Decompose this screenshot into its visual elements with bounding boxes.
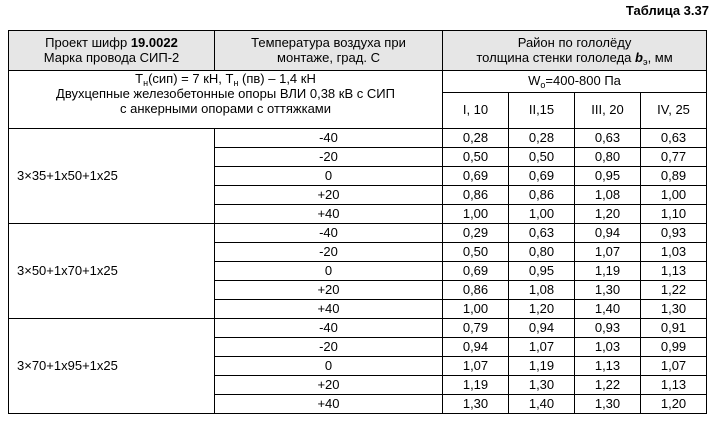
value-cell: 0,94 xyxy=(575,224,641,243)
project-label: Проект шифр xyxy=(45,34,131,50)
value-cell: 1,07 xyxy=(443,357,509,376)
region-column-header: IV, 25 xyxy=(641,93,707,129)
value-cell: 1,07 xyxy=(641,357,707,376)
value-cell: 1,30 xyxy=(641,300,707,319)
value-cell: 0,93 xyxy=(575,319,641,338)
value-cell: 1,08 xyxy=(509,281,575,300)
table-row xyxy=(9,319,707,338)
region-column-header: II,15 xyxy=(509,93,575,129)
value-cell: 1,19 xyxy=(443,376,509,395)
value-cell: 0,79 xyxy=(443,319,509,338)
temperature-cell: +40 xyxy=(215,300,443,319)
value-cell: 1,13 xyxy=(641,376,707,395)
value-cell: 0,94 xyxy=(443,338,509,357)
wire-brand-label: Марка провода СИП-2 xyxy=(43,49,180,65)
value-cell: 0,86 xyxy=(443,281,509,300)
value-cell: 1,00 xyxy=(641,186,707,205)
project-header-cell xyxy=(9,31,215,71)
ice-thickness-symbol: b xyxy=(635,49,643,65)
value-cell: 1,03 xyxy=(575,338,641,357)
temperature-cell: 0 xyxy=(215,167,443,186)
temperature-cell: 0 xyxy=(215,262,443,281)
wire-section-cell: 3×50+1х70+1х25 xyxy=(9,224,215,319)
temperature-cell: +40 xyxy=(215,205,443,224)
value-cell: 1,20 xyxy=(641,395,707,414)
value-cell: 0,69 xyxy=(509,167,575,186)
value-cell: 0,95 xyxy=(509,262,575,281)
value-cell: 1,10 xyxy=(641,205,707,224)
region-header-line2: толщина стенки гололеда xyxy=(476,49,636,65)
value-cell: 1,19 xyxy=(575,262,641,281)
sag-table xyxy=(8,30,707,414)
temperature-cell: -40 xyxy=(215,224,443,243)
value-cell: 0,80 xyxy=(575,148,641,167)
value-cell: 0,86 xyxy=(509,186,575,205)
support-type-line: Двухцепные железобетонные опоры ВЛИ 0,38 кВ с СИП xyxy=(56,85,395,101)
temperature-cell: +40 xyxy=(215,395,443,414)
value-cell: 1,30 xyxy=(509,376,575,395)
value-cell: 1,13 xyxy=(575,357,641,376)
value-cell: 0,94 xyxy=(509,319,575,338)
wire-section-cell: 3×70+1х95+1х25 xyxy=(9,319,215,414)
temperature-cell: +20 xyxy=(215,281,443,300)
value-cell: 1,40 xyxy=(575,300,641,319)
temperature-header-line2: монтаже, град. С xyxy=(277,49,380,65)
value-cell: 1,19 xyxy=(509,357,575,376)
value-cell: 0,86 xyxy=(443,186,509,205)
value-cell: 0,77 xyxy=(641,148,707,167)
value-cell: 1,22 xyxy=(641,281,707,300)
temperature-header-cell xyxy=(215,31,443,71)
value-cell: 1,03 xyxy=(641,243,707,262)
value-cell: 1,13 xyxy=(641,262,707,281)
info-cell xyxy=(9,71,443,129)
value-cell: 1,00 xyxy=(509,205,575,224)
anchor-line: с анкерными опорами с оттяжками xyxy=(119,100,332,116)
value-cell: 0,63 xyxy=(641,129,707,148)
value-cell: 0,69 xyxy=(443,262,509,281)
value-cell: 0,95 xyxy=(575,167,641,186)
ice-thickness-unit: , мм xyxy=(647,49,673,65)
value-cell: 0,29 xyxy=(443,224,509,243)
table-row xyxy=(9,129,707,148)
value-cell: 0,28 xyxy=(509,129,575,148)
value-cell: 0,50 xyxy=(443,243,509,262)
table-caption: Таблица 3.37 xyxy=(625,3,709,18)
region-column-header: I, 10 xyxy=(443,93,509,129)
temperature-cell: +20 xyxy=(215,376,443,395)
value-cell: 1,30 xyxy=(575,281,641,300)
value-cell: 1,00 xyxy=(443,205,509,224)
tension-line: $T_н(сип) = 7$ кН, $Т_н$ (пв) – 1,4 кН xyxy=(135,71,316,88)
value-cell: 0,63 xyxy=(509,224,575,243)
temperature-header-line1: Температура воздуха при xyxy=(251,34,406,50)
value-cell: 1,30 xyxy=(443,395,509,414)
value-cell: 0,99 xyxy=(641,338,707,357)
value-cell: 0,93 xyxy=(641,224,707,243)
temperature-cell: -20 xyxy=(215,338,443,357)
value-cell: 0,50 xyxy=(509,148,575,167)
wire-section-cell: 3×35+1х50+1х25 xyxy=(9,129,215,224)
temperature-cell: -20 xyxy=(215,243,443,262)
value-cell: 0,63 xyxy=(575,129,641,148)
value-cell: 1,07 xyxy=(509,338,575,357)
value-cell: 0,80 xyxy=(509,243,575,262)
temperature-cell: -40 xyxy=(215,319,443,338)
table-row xyxy=(9,224,707,243)
region-column-header: III, 20 xyxy=(575,93,641,129)
ice-thickness-subscript: э xyxy=(642,56,648,67)
region-header-line1: Район по гололёду xyxy=(517,34,632,50)
wind-pressure-cell: $W_o=400-800$ Па xyxy=(443,71,707,93)
value-cell: 0,50 xyxy=(443,148,509,167)
temperature-cell: +20 xyxy=(215,186,443,205)
value-cell: 1,40 xyxy=(509,395,575,414)
temperature-cell: 0 xyxy=(215,357,443,376)
value-cell: 1,20 xyxy=(509,300,575,319)
value-cell: 1,00 xyxy=(443,300,509,319)
value-cell: 1,07 xyxy=(575,243,641,262)
value-cell: 1,22 xyxy=(575,376,641,395)
value-cell: 0,69 xyxy=(443,167,509,186)
value-cell: 1,20 xyxy=(575,205,641,224)
value-cell: 0,89 xyxy=(641,167,707,186)
temperature-cell: -20 xyxy=(215,148,443,167)
value-cell: 1,08 xyxy=(575,186,641,205)
project-code: 19.0022 xyxy=(130,34,178,50)
value-cell: 0,28 xyxy=(443,129,509,148)
value-cell: 1,30 xyxy=(575,395,641,414)
temperature-cell: -40 xyxy=(215,129,443,148)
region-header-cell xyxy=(443,31,707,71)
value-cell: 0,91 xyxy=(641,319,707,338)
